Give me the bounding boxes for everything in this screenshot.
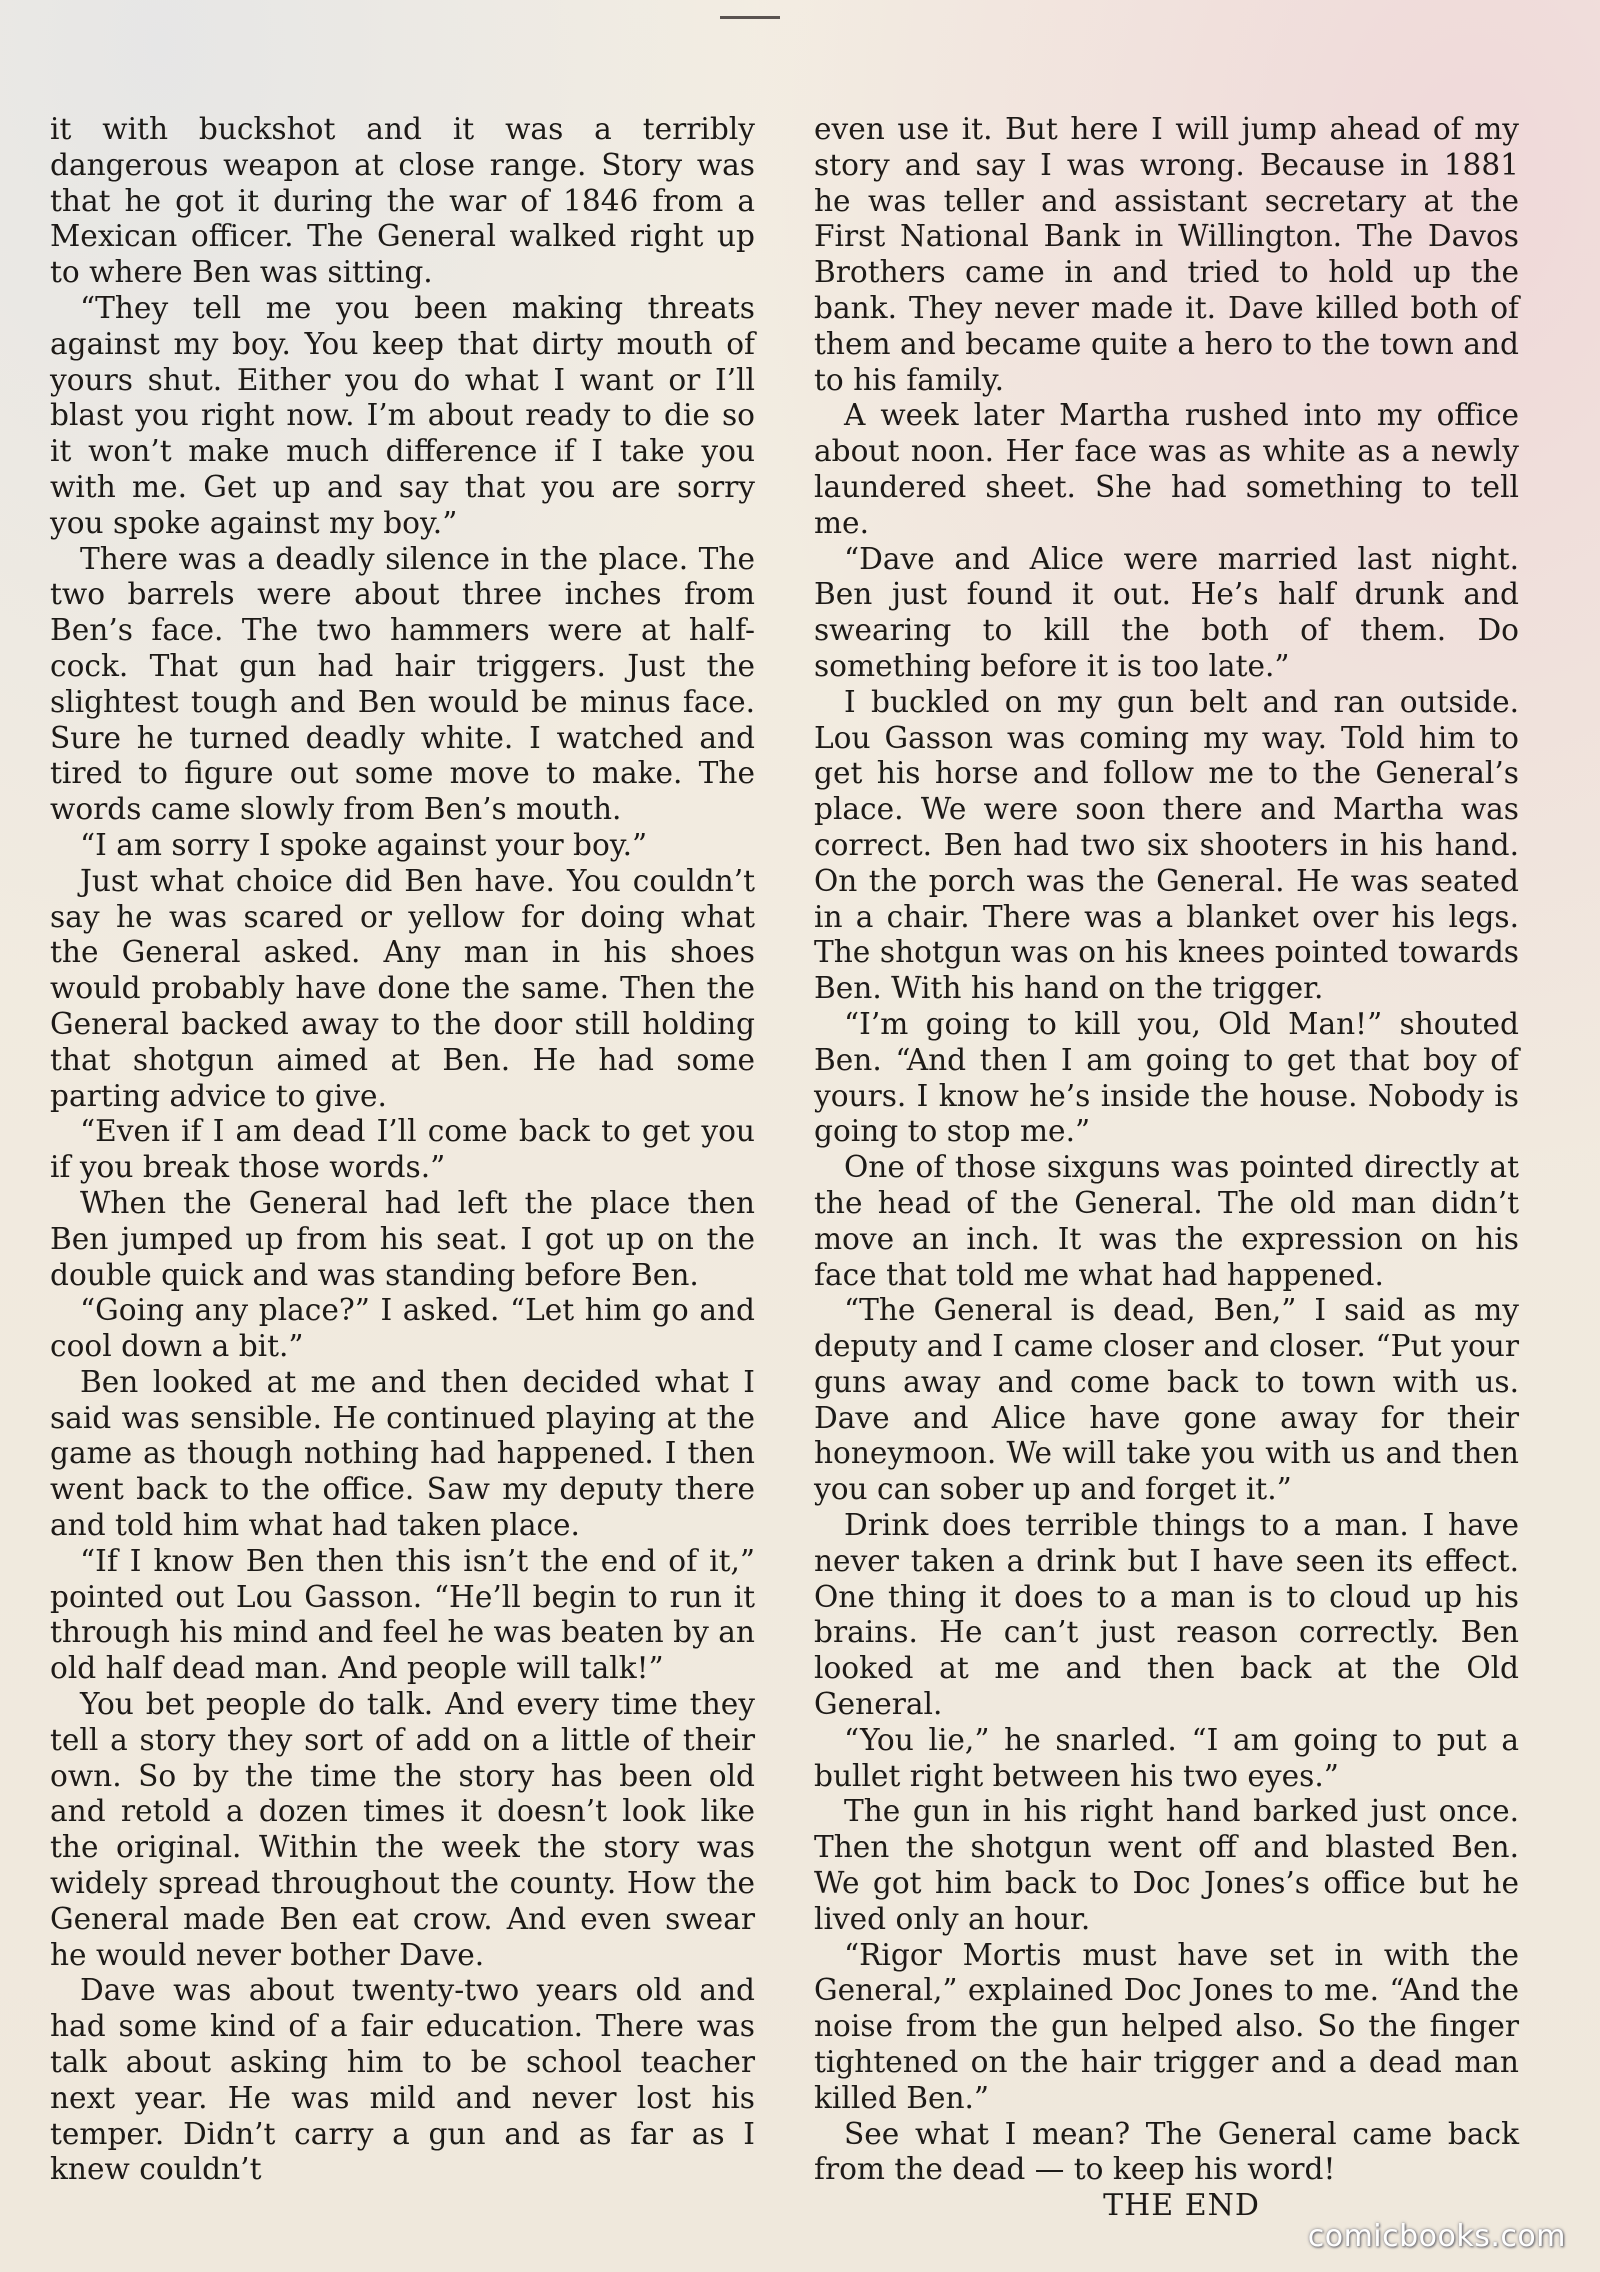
paragraph: it with buckshot and it was a terribly dangerous weapon at close range. Story was that he got it during the war of 1846 from a Mexican officer. The General walked right up to where Ben was sitting.: [50, 112, 755, 290]
paragraph: The gun in his right hand barked just once. Then the shotgun went off and blasted Ben. We got him back to Doc Jones’s office but he lived only an hour.: [814, 1794, 1519, 1936]
paragraph: Drink does terrible things to a man. I have never taken a drink but I have seen its effect. One thing it does to a man is to cloud up his brains. He can’t just reason correctly. Ben looked at me and then back at the Old General.: [814, 1508, 1519, 1722]
paragraph: “The General is dead, Ben,” I said as my deputy and I came closer and closer. “Put your guns away and come back to town with us. Dave and Alice have gone away for their honeymoon. We will take you with us and then you can sober up and forget it.”: [814, 1293, 1519, 1507]
paragraph: “They tell me you been making threats against my boy. You keep that dirty mouth of yours shut. Either you do what I want or I’ll blast you right now. I’m about ready to die so it won’t make much difference if I take you with me. Get up and say that you are sorry you spoke against my boy.”: [50, 290, 755, 540]
paragraph: When the General had left the place then Ben jumped up from his seat. I got up on the double quick and was standing before Ben.: [50, 1185, 755, 1292]
paragraph: Dave was about twenty-two years old and had some kind of a fair education. There was talk about asking him to be school teacher next year. He was mild and never lost his temper. Didn’t carry a gun and as far as I knew couldn’t: [50, 1973, 755, 2187]
paragraph: You bet people do talk. And every time they tell a story they sort of add on a little of their own. So by the time the story has been old and retold a dozen times it doesn’t look like the original. Within the week the story was widely spread throughout the county. How the General made Ben eat crow. And even swear he would never bother Dave.: [50, 1687, 755, 1972]
paragraph: “Going any place?” I asked. “Let him go and cool down a bit.”: [50, 1293, 755, 1364]
the-end-label: THE END: [1103, 2188, 1260, 2224]
paragraph: “Even if I am dead I’ll come back to get you if you break those words.”: [50, 1114, 755, 1185]
paragraph: even use it. But here I will jump ahead of my story and say I was wrong. Because in 1881 he was teller and assistant secretary at the First National Bank in Willington. The Davos Brothers came in and tried to hold up the bank. They never made it. Dave killed both of them and became quite a hero to the town and to his family.: [814, 112, 1519, 397]
site-watermark: comicbooks.com: [1307, 2219, 1566, 2254]
paragraph: One of those sixguns was pointed directly at the head of the General. The old man didn’t move an inch. It was the expression on his face that told me what had happened.: [814, 1150, 1519, 1292]
paragraph: See what I mean? The General came back from the dead — to keep his word!: [814, 2116, 1519, 2187]
paragraph: Just what choice did Ben have. You couldn’t say he was scared or yellow for doing what the General asked. Any man in his shoes would probably have done the same. Then the General backed away to the door still holding that shotgun aimed at Ben. He had some parting advice to give.: [50, 863, 755, 1113]
paragraph: “I’m going to kill you, Old Man!” shouted Ben. “And then I am going to get that boy of yours. I know he’s inside the house. Nobody is going to stop me.”: [814, 1006, 1519, 1149]
paragraph: “If I know Ben then this isn’t the end of it,” pointed out Lou Gasson. “He’ll begin to run it through his mind and feel he was beaten by an old half dead man. And people will talk!”: [50, 1543, 755, 1686]
paragraph: There was a deadly silence in the place. The two barrels were about three inches from Ben’s face. The two hammers were at half-cock. That gun had hair triggers. Just the slightest tough and Ben would be minus face. Sure he turned deadly white. I watched and tired to figure out some move to make. The words came slowly from Ben’s mouth.: [50, 541, 755, 827]
right-text-column: [814, 112, 1519, 2224]
paragraph: “Dave and Alice were married last night. Ben just found it out. He’s half drunk and swearing to kill the both of them. Do something before it is too late.”: [814, 541, 1519, 683]
paragraph: Ben looked at me and then decided what I said was sensible. He continued playing at the game as though nothing had happened. I then went back to the office. Saw my deputy there and told him what had taken place.: [50, 1364, 755, 1543]
paragraph: I buckled on my gun belt and ran outside. Lou Gasson was coming my way. Told him to get his horse and follow me to the General’s place. We were soon there and Martha was correct. Ben had two six shooters in his hand. On the porch was the General. He was seated in a chair. There was a blanket over his legs. The shotgun was on his knees pointed towards Ben. With his hand on the trigger.: [814, 684, 1519, 1006]
page-top-rule: [720, 16, 780, 25]
paragraph: “You lie,” he snarled. “I am going to put a bullet right between his two eyes.”: [814, 1722, 1519, 1793]
paragraph: A week later Martha rushed into my office about noon. Her face was as white as a newly laundered sheet. She had something to tell me.: [814, 398, 1519, 540]
left-text-column: [50, 112, 755, 2188]
paragraph: “I am sorry I spoke against your boy.”: [80, 827, 648, 862]
paragraph: “Rigor Mortis must have set in with the General,” explained Doc Jones to me. “And the noise from the gun helped also. So the finger tightened on the hair trigger and a dead man killed Ben.”: [814, 1937, 1519, 2115]
